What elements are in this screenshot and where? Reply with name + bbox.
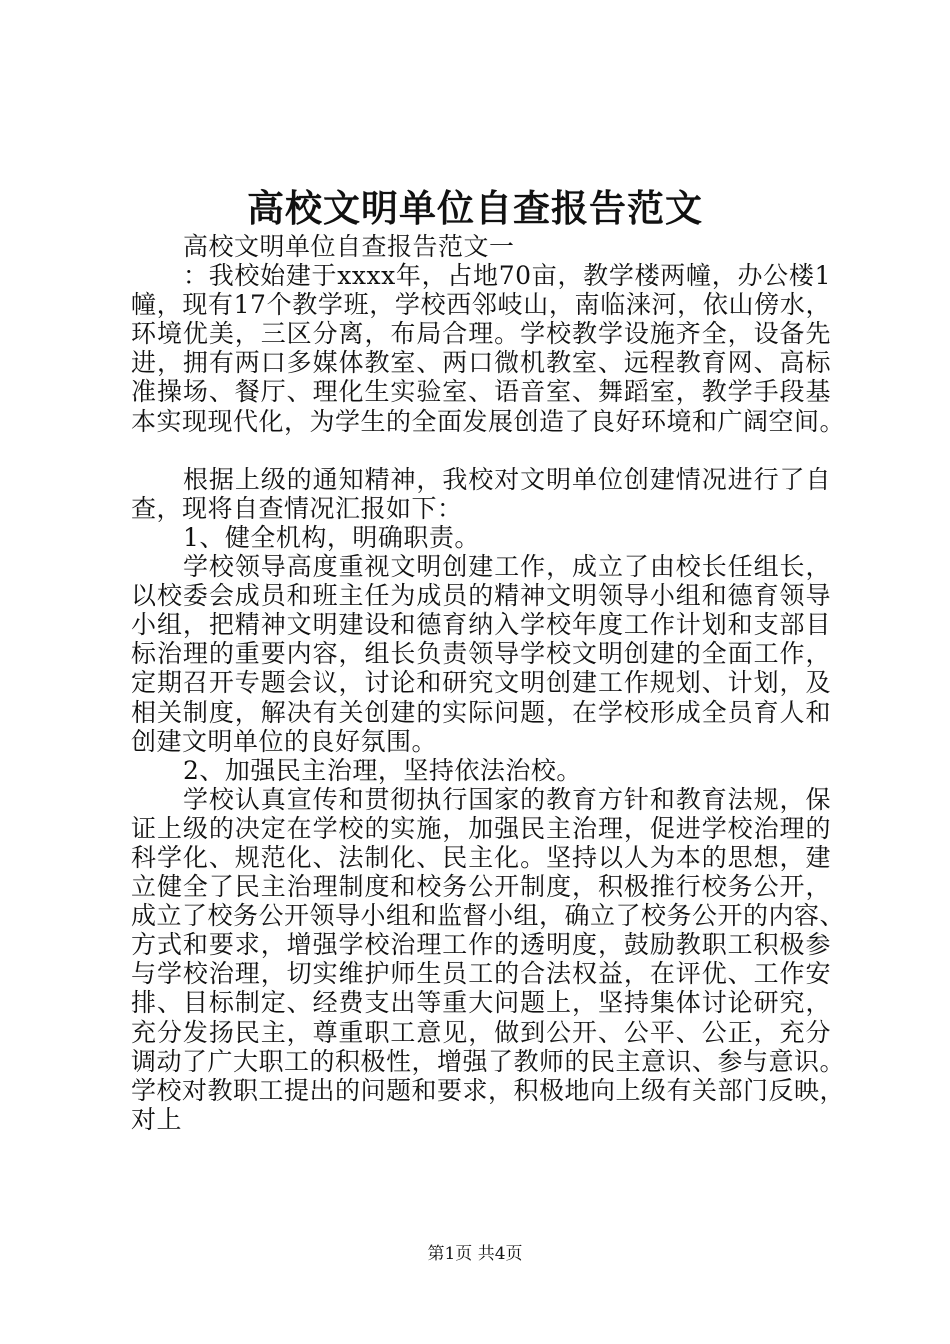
text-line: 相关制度，解决有关创建的实际问题，在学校形成全员育人和 bbox=[131, 697, 831, 727]
text-line: 幢，现有17个教学班，学校西邻岐山，南临涞河，依山傍水， bbox=[131, 290, 831, 320]
text-line: 立健全了民主治理制度和校务公开制度，积极推行校务公开， bbox=[131, 872, 831, 902]
text-line: 证上级的决定在学校的实施，加强民主治理，促进学校治理的 bbox=[131, 813, 831, 843]
text-line: 对上 bbox=[131, 1104, 183, 1134]
text-line: 学校对教职工提出的问题和要求，积极地向上级有关部门反映， bbox=[131, 1075, 846, 1105]
text-line: 2、加强民主治理，坚持依法治校。 bbox=[183, 755, 582, 785]
paragraph-gap bbox=[131, 436, 831, 465]
text-line: 1、健全机构，明确职责。 bbox=[183, 522, 480, 552]
text-line: 环境优美，三区分离，布局合理。学校教学设施齐全，设备先 bbox=[131, 319, 831, 349]
text-line: 进，拥有两口多媒体教室、两口微机教室、远程教育网、高标 bbox=[131, 348, 831, 378]
text-line: 准操场、餐厅、理化生实验室、语音室、舞蹈室，教学手段基 bbox=[131, 377, 831, 407]
text-line: 小组，把精神文明建设和德育纳入学校年度工作计划和支部目 bbox=[131, 610, 831, 640]
text-line: 根据上级的通知精神，我校对文明单位创建情况进行了自 bbox=[183, 464, 831, 494]
text-line: 学校领导高度重视文明创建工作，成立了由校长任组长， bbox=[183, 552, 831, 582]
text-line: 以校委会成员和班主任为成员的精神文明领导小组和德育领导 bbox=[131, 581, 831, 611]
text-line: 查，现将自查情况汇报如下： bbox=[131, 493, 463, 523]
text-line: 与学校治理，切实维护师生员工的合法权益，在评优、工作安 bbox=[131, 959, 831, 989]
text-line: 成立了校务公开领导小组和监督小组，确立了校务公开的内容、 bbox=[131, 901, 846, 931]
text-line: 创建文明单位的良好氛围。 bbox=[131, 726, 438, 756]
text-line: 标治理的重要内容，组长负责领导学校文明创建的全面工作， bbox=[131, 639, 831, 669]
text-line: 调动了广大职工的积极性，增强了教师的民主意识、参与意识。 bbox=[131, 1046, 846, 1076]
text-line: 本实现现代化，为学生的全面发展创造了良好环境和广阔空间。 bbox=[131, 406, 846, 436]
text-line: 高校文明单位自查报告范文一 bbox=[183, 232, 515, 261]
page-footer: 第1页 共4页 bbox=[427, 1244, 523, 1264]
text-line: 学校认真宣传和贯彻执行国家的教育方针和教育法规，保 bbox=[183, 784, 831, 814]
text-line: ：我校始建于xxxx年，占地70亩，教学楼两幢，办公楼1 bbox=[183, 261, 831, 291]
document-body bbox=[131, 232, 846, 1134]
text-line: 科学化、规范化、法制化、民主化。坚持以人为本的思想，建 bbox=[131, 842, 831, 872]
text-line: 充分发扬民主，尊重职工意见，做到公开、公平、公正，充分 bbox=[131, 1017, 831, 1047]
document-title: 高校文明单位自查报告范文 bbox=[247, 186, 703, 230]
text-line: 排、目标制定、经费支出等重大问题上，坚持集体讨论研究， bbox=[131, 988, 831, 1018]
text-line: 定期召开专题会议，讨论和研究文明创建工作规划、计划，及 bbox=[131, 668, 831, 698]
text-line: 方式和要求，增强学校治理工作的透明度，鼓励教职工积极参 bbox=[131, 930, 831, 960]
